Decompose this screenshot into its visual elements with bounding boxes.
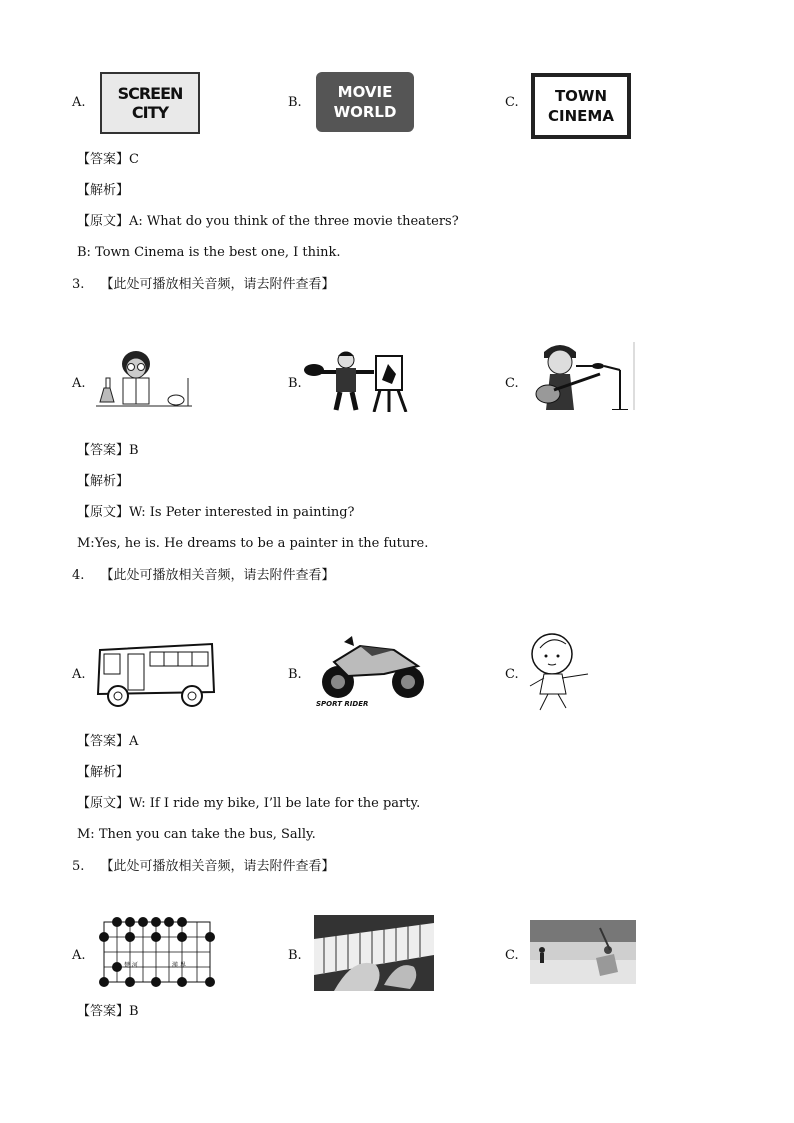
answer-value: B: [129, 443, 139, 458]
question-number: 4.: [72, 568, 85, 583]
original-tag: 【原文】: [77, 796, 130, 811]
option-letter-c: C.: [505, 948, 519, 963]
answer-tag: 【答案】: [77, 443, 130, 458]
answer-value: A: [129, 734, 139, 749]
analysis-tag: 【解析】: [77, 474, 130, 489]
analysis-tag: 【解析】: [77, 765, 130, 780]
bus-icon: [94, 640, 218, 708]
option-letter-a: A.: [72, 948, 86, 963]
question-number: 3.: [72, 277, 85, 292]
option-letter-a: A.: [72, 667, 86, 682]
answer-value: B: [129, 1004, 139, 1019]
option-letter-c: C.: [505, 376, 519, 391]
transcript-line: W: If I ride my bike, I’ll be late for the party.: [129, 796, 421, 811]
transcript-line: W: Is Peter interested in painting?: [129, 505, 355, 520]
option-letter-c: C.: [505, 95, 519, 110]
chess-river-right: 漢 界: [172, 962, 186, 969]
baseball-icon: [530, 920, 636, 984]
girl-walking-icon: [526, 632, 600, 712]
original-tag: 【原文】: [77, 214, 130, 229]
chess-river-left: 楚 河: [124, 962, 138, 969]
scientist-icon: [96, 348, 192, 408]
audio-note[interactable]: 【此处可播放相关音频，请去附件查看】: [100, 859, 335, 874]
singer-guitar-icon: [530, 340, 636, 410]
option-letter-b: B.: [288, 95, 302, 110]
transcript-line: M:Yes, he is. He dreams to be a painter in the future.: [77, 536, 429, 551]
motorbike-caption: SPORT RIDER: [316, 700, 369, 708]
transcript-line: B: Town Cinema is the best one, I think.: [77, 245, 341, 260]
option-letter-a: A.: [72, 376, 86, 391]
option-letter-c: C.: [505, 667, 519, 682]
option-letter-a: A.: [72, 95, 86, 110]
original-tag: 【原文】: [77, 505, 130, 520]
piano-icon: [314, 915, 434, 991]
option-letter-b: B.: [288, 376, 302, 391]
transcript-line: M: Then you can take the bus, Sally.: [77, 827, 316, 842]
movie-world-sign-image: MOVIE WORLD: [316, 72, 414, 132]
town-cinema-sign-image: TOWN CINEMA: [531, 73, 631, 139]
answer-tag: 【答案】: [77, 1004, 130, 1019]
audio-note[interactable]: 【此处可播放相关音频，请去附件查看】: [100, 568, 335, 583]
option-letter-b: B.: [288, 667, 302, 682]
screen-city-sign-image: SCREEN CITY: [100, 72, 200, 134]
transcript-line: A: What do you think of the three movie theaters?: [129, 214, 459, 229]
audio-note[interactable]: 【此处可播放相关音频，请去附件查看】: [100, 277, 335, 292]
analysis-tag: 【解析】: [77, 183, 130, 198]
chinese-chess-icon: [98, 916, 216, 988]
answer-tag: 【答案】: [77, 152, 130, 167]
answer-tag: 【答案】: [77, 734, 130, 749]
option-letter-b: B.: [288, 948, 302, 963]
answer-value: C: [129, 152, 139, 167]
question-number: 5.: [72, 859, 85, 874]
painter-icon: [304, 350, 410, 412]
